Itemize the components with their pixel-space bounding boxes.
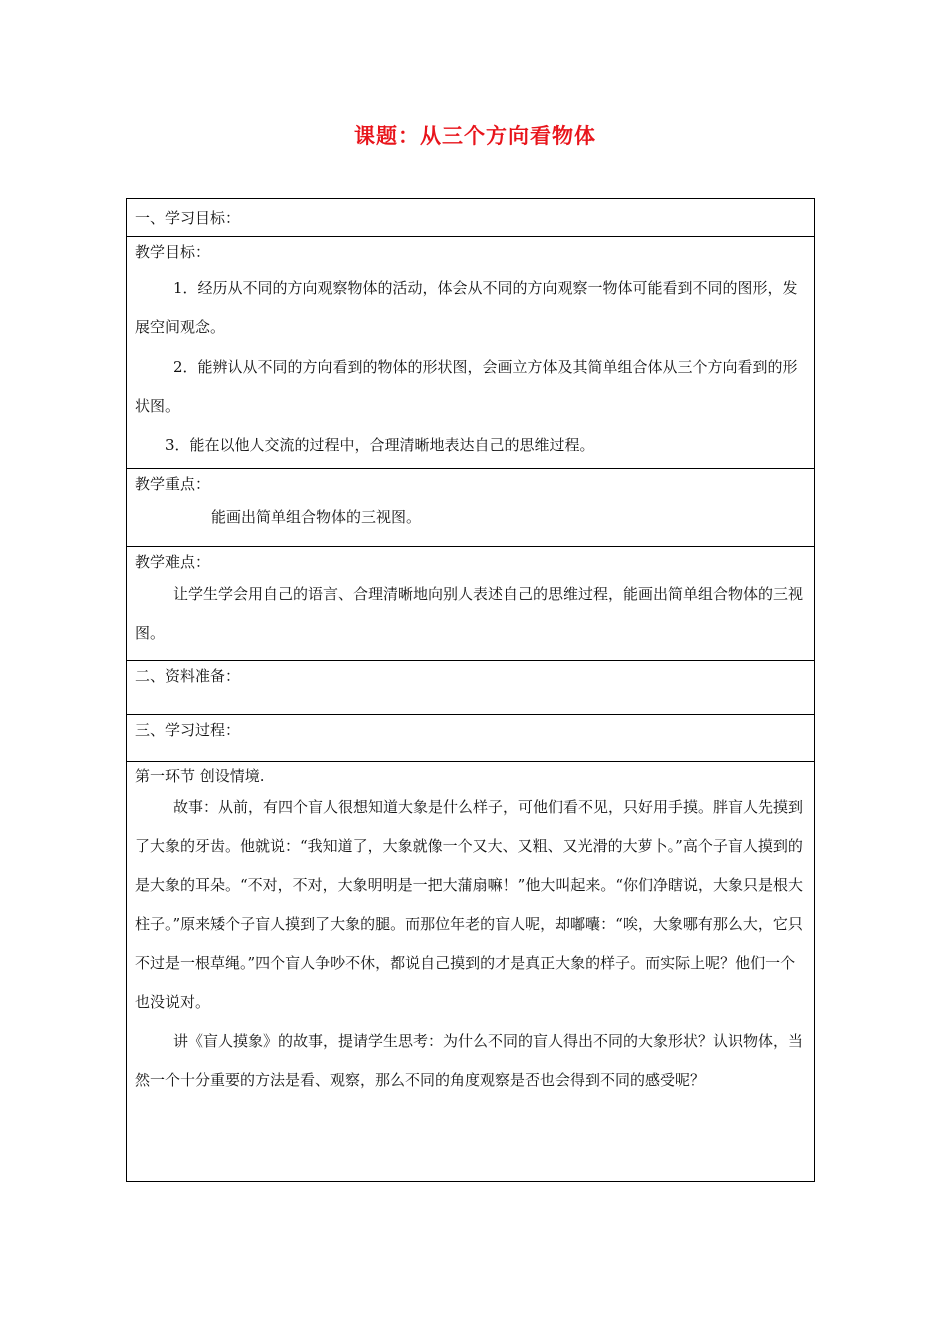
- difficulty-text: 让学生学会用自己的语言、合理清晰地向别人表述自己的思维过程，能画出简单组合物体的三视图。: [135, 585, 804, 642]
- key-point-text: 能画出简单组合物体的三视图。: [211, 508, 422, 526]
- key-point-row: [126, 469, 815, 547]
- materials-heading: 二、资料准备：: [135, 667, 241, 685]
- goal-item: 1．经历从不同的方向观察物体的活动，体会从不同的方向观察一物体可能看到不同的图形，发展空间观念。: [135, 279, 798, 336]
- process-content-row: [126, 762, 815, 1182]
- difficulty-heading: 教学难点：: [135, 553, 211, 571]
- difficulty-row: [126, 547, 815, 661]
- materials-row: [126, 661, 815, 715]
- goal-item: 3．能在以他人交流的过程中，合理清晰地表达自己的思维过程。: [165, 436, 595, 454]
- page-title: 课题：从三个方向看物体: [354, 123, 596, 148]
- goal-item: 2．能辨认从不同的方向看到的物体的形状图，会画立方体及其简单组合体从三个方向看到的形状图。: [135, 358, 798, 415]
- goal-heading: 一、学习目标：: [135, 209, 241, 227]
- lesson-plan-table: [126, 198, 815, 1182]
- key-point-heading: 教学重点：: [135, 475, 211, 493]
- teaching-goals-row: [126, 237, 815, 469]
- question-paragraph: 讲《盲人摸象》的故事，提请学生思考：为什么不同的盲人得出不同的大象形状？认识物体，当然一个十分重要的方法是看、观察，那么不同的角度观察是否也会得到不同的感受呢？: [135, 1032, 804, 1089]
- story-paragraph: 故事：从前，有四个盲人很想知道大象是什么样子，可他们看不见，只好用手摸。胖盲人先摸到了大象的牙齿。他就说：“我知道了，大象就像一个又大、又粗、又光滑的大萝卜。”高个子盲人摸到的是大象的耳朵。“不对，不对，大象明明是一把大蒲扇嘛！”他大叫起来。“你们净瞎说，大象只是根大柱子。”原来矮个子盲人摸到了大象的腿。而那位年老的盲人呢，却嘟囔：“唉，大象哪有那么大，它只不过是一根草绳。”四个盲人争吵不休，都说自己摸到的才是真正大象的样子。而实际上呢？他们一个也没说对。: [135, 798, 804, 1011]
- process-heading-row: [126, 715, 815, 762]
- goal-row: [126, 199, 815, 237]
- teaching-goals-heading: 教学目标：: [135, 243, 211, 261]
- process-step-title: 第一环节 创设情境.: [135, 767, 265, 785]
- process-heading: 三、学习过程：: [135, 721, 241, 739]
